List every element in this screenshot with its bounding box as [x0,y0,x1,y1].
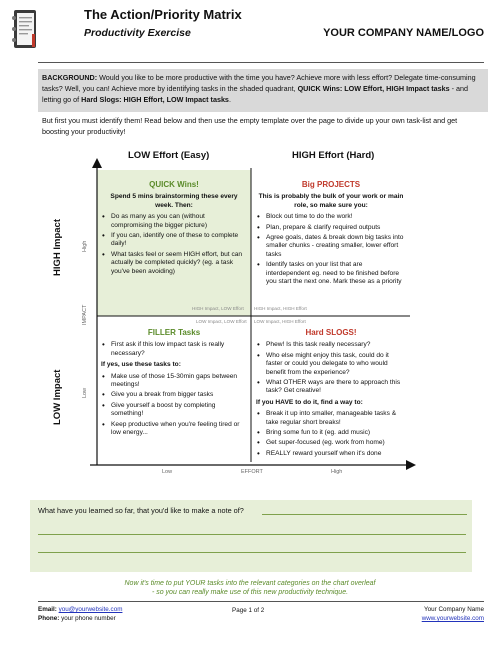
filler-subheading: If yes, use these tasks to: [101,361,181,369]
y-tick-low: Low [82,387,88,398]
hard-slogs-list-2 [256,410,406,458]
list-item: • Break it up into smaller, manageable tasks & take regular short breaks! [256,410,406,427]
background-text-3: . [228,95,231,104]
footer-email [38,606,122,613]
intro-text: But first you must identify them! Read below and then use the empty template over the page to divide up your own task-list and get boosting your productivity! [42,116,458,136]
tag-high-impact-high-effort: HIGH Impact, HIGH Effort [254,306,307,311]
y-tick-high: High [82,240,88,252]
list-item: • What OTHER ways are there to approach this task? Get creative! [256,379,406,396]
list-item: • Do as many as you can (without compromising the bigger picture) [101,213,247,230]
footer-message-line-1: Now it's time to put YOUR tasks into the relevant categories on the chart overleaf [124,580,376,587]
list-item: • Keep productive when you're feeling tired or low energy... [101,421,247,438]
hard-slogs-title: Hard SLOGS! [305,328,357,337]
list-item: • Give you a break from bigger tasks [101,391,247,399]
x-tick-effort: EFFORT [241,469,263,475]
footer-divider [38,601,484,602]
y-tick-impact: IMPACT [82,304,88,325]
x-tick-high: High [331,469,343,475]
background-bold-2: Hard Slogs: HIGH Effort, LOW Impact tasks [81,95,229,104]
tag-low-impact-high-effort: LOW Impact, HIGH Effort [254,319,306,324]
page-title: The Action/Priority Matrix [84,7,242,22]
email-label: Email: [38,606,57,613]
quick-wins-title: QUICK Wins! [149,180,199,189]
row-heading-low-impact: LOW Impact [52,369,63,425]
quadrant-big-projects [256,181,406,288]
footer-company-name: Your Company Name [424,606,484,613]
footer-message-line-2: - so you can really make use of this new productivity technique. [151,589,349,596]
list-item: • Make use of those 15-30min gaps between meetings! [101,373,247,390]
page-number: Page 1 of 2 [232,607,265,614]
quick-wins-list [101,213,247,276]
quadrant-hard-slogs [256,329,406,460]
list-item: • Give yourself a boost by completing something! [101,402,247,419]
phone-value: your phone number [61,615,116,622]
footer-phone [38,615,116,622]
hard-slogs-list-1 [256,341,406,395]
big-projects-lead: This is probably the bulk of your work or main role, so make sure you: [258,193,404,209]
background-label: BACKGROUND: [42,73,98,82]
list-item: • First ask if this low impact task is really necessary? [101,341,247,358]
list-item: • Identify tasks on your list that are interdependent eg. need to be finished before you start the next one. Mark these as a priority [256,261,406,286]
background-text-2: - and letting go of [42,84,469,104]
notes-section [30,500,472,572]
big-projects-title: Big PROJECTS [301,180,361,189]
quick-wins-lead: Spend 5 mins brainstorming these every week. Then: [110,193,238,209]
list-item: • Who else might enjoy this task, could do it faster or could you delegate to who would benefit from the experience? [256,352,406,377]
quadrant-filler-tasks [101,329,247,439]
company-name-logo: YOUR COMPANY NAME/LOGO [323,27,484,39]
tag-high-impact-low-effort: HIGH Impact, LOW Effort [192,306,244,311]
list-item: • Bring some fun to it (eg. add music) [256,429,406,437]
column-heading-low-effort: LOW Effort (Easy) [128,150,210,161]
email-link[interactable]: you@yourwebsite.com [58,606,123,613]
list-item: • Plan, prepare & clarify required outputs [256,224,406,232]
list-item: • Get super-focused (eg. work from home) [256,439,406,447]
note-line[interactable] [38,534,466,535]
filler-tasks-title: FILLER Tasks [147,328,201,337]
row-heading-high-impact: HIGH Impact [52,218,63,276]
note-line[interactable] [262,514,467,515]
tag-low-impact-low-effort: LOW Impact, LOW Effort [196,319,247,324]
column-heading-high-effort: HIGH Effort (Hard) [292,150,375,161]
list-item: • What tasks feel or seem HIGH effort, but can actually be completed quickly? (eg. a task you've been avoiding) [101,251,247,276]
list-item: • REALLY reward yourself when it's done [256,450,406,458]
page-subtitle: Productivity Exercise [84,27,191,39]
list-item: • Phew! Is this task really necessary? [256,341,406,349]
hard-slogs-subheading: If you HAVE to do it, find a way to: [256,398,363,406]
list-item: • If you can, identify one of these to complete daily! [101,232,247,249]
notes-question: What have you learned so far, that you'd like to make a note of? [38,506,244,515]
filler-list-1 [101,341,247,358]
list-item: • Block out time to do the work! [256,213,406,221]
list-item: • Agree goals, dates & break down big tasks into smaller chunks - creating smaller, lower effort tasks [256,234,406,259]
filler-list-2 [101,373,247,438]
background-text-1: Would you like to be more productive with the time you have? Achieve more with less effort? Delegate time-consuming tasks? Well, you can! Achieve more by identifying tasks in the shaded quadrant, [42,73,476,93]
background-bold-1: QUICK Wins: LOW Effort, HIGH Impact tasks [297,84,450,93]
phone-label: Phone: [38,615,60,622]
footer-website [422,615,484,622]
x-axis-arrow [406,460,416,470]
x-tick-low: Low [162,469,173,475]
note-line[interactable] [38,552,466,553]
quadrant-quick-wins [101,181,247,278]
y-axis-arrow [92,158,102,168]
website-link[interactable]: www.yourwebsite.com [421,615,484,622]
big-projects-list [256,213,406,286]
